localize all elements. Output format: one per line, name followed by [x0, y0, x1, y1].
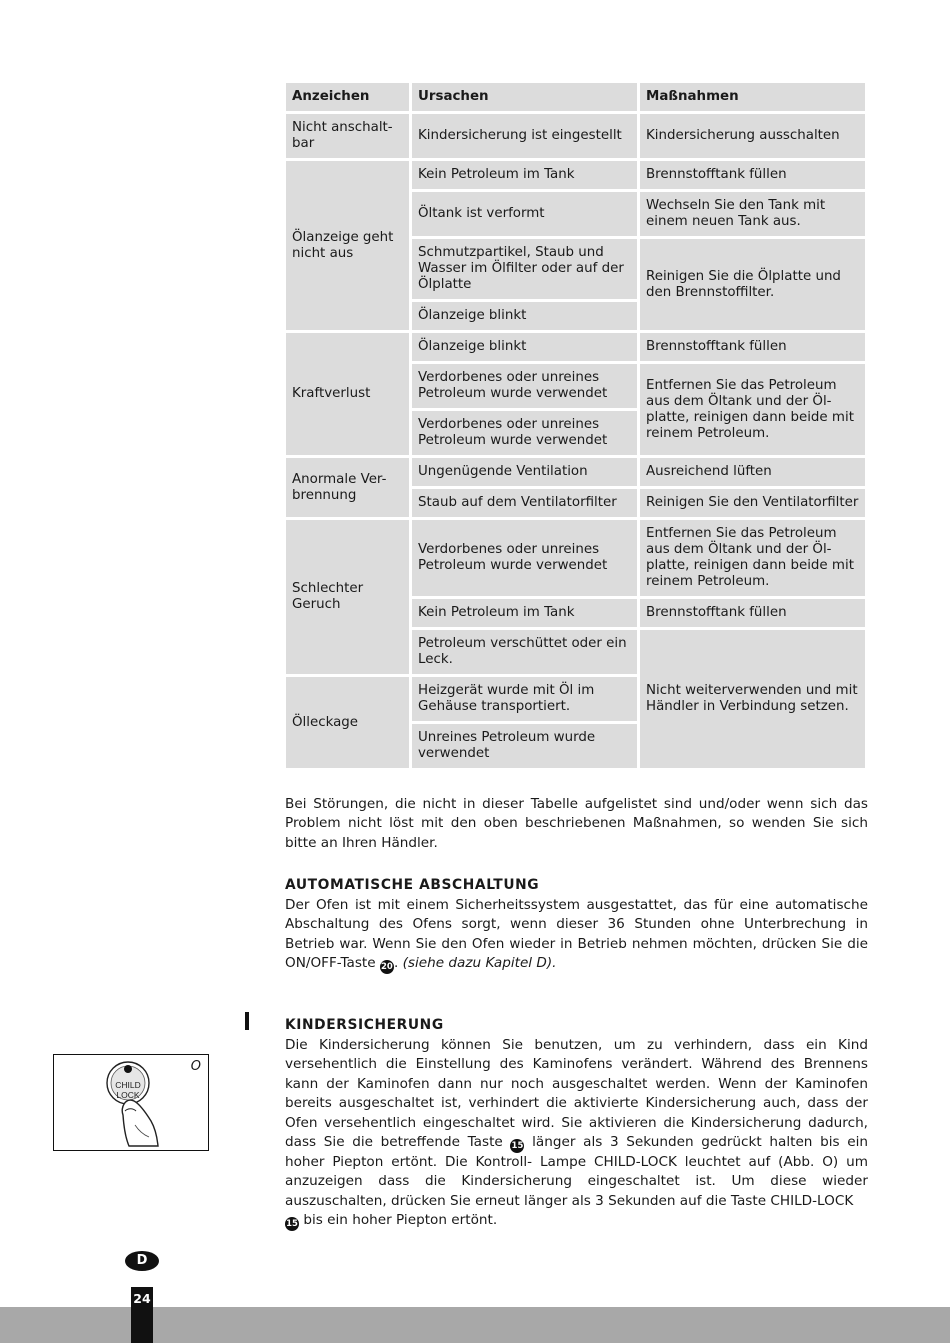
cause-cell: Heizgerät wurde mit Öl im Gehäuse transportiert.: [412, 677, 637, 721]
cause-cell: Verdorbenes oder unreines Petroleum wurde verwendet: [412, 520, 637, 596]
chapter-reference: (siehe dazu Kapitel D).: [402, 955, 557, 972]
cause-cell: Staub auf dem Ventilatorfilter: [412, 489, 637, 517]
symptom-cell: Ölleckage: [286, 677, 409, 768]
figure-letter: O: [190, 1059, 201, 1074]
finger-pressing-button-icon: [54, 1055, 210, 1152]
button-label-line-2: LOCK: [116, 1090, 140, 1100]
symptom-cell: Kraftverlust: [286, 333, 409, 455]
cause-cell: Petroleum verschüttet oder ein Leck.: [412, 630, 637, 674]
action-cell: Kindersicherung ausschalten: [640, 114, 865, 158]
language-badge: D: [125, 1251, 159, 1271]
cause-cell: Ölanzeige blinkt: [412, 302, 637, 330]
action-cell: Reinigen Sie den Ventilatorfilter: [640, 489, 865, 517]
symptom-cell: Nicht anschalt-bar: [286, 114, 409, 158]
auto-off-paragraph: [285, 896, 868, 974]
ref-number-badge: 15: [511, 1141, 524, 1152]
child-lock-heading: KINDERSICHERUNG: [285, 1017, 444, 1033]
cause-cell: Kein Petroleum im Tank: [412, 599, 637, 627]
action-cell: Brennstofftank füllen: [640, 333, 865, 361]
action-cell: Brennstofftank füllen: [640, 599, 865, 627]
header-symptom: Anzeichen: [286, 83, 409, 111]
table-row: [286, 458, 865, 486]
button-label-line-1: CHILD: [115, 1080, 141, 1090]
action-cell: Nicht weiterverwenden und mit Händler in Verbindung setzen.: [640, 630, 865, 768]
cause-cell: Ungenügende Ventilation: [412, 458, 637, 486]
table-row: [286, 520, 865, 596]
cause-cell: Schmutzpartikel, Staub und Wasser im Ölfilter oder auf der Ölplatte: [412, 239, 637, 299]
cause-cell: Verdorbenes oder unreines Petroleum wurde verwendet: [412, 411, 637, 455]
symptom-cell: Anormale Ver-brennung: [286, 458, 409, 517]
ref-number-badge: 15: [286, 1219, 298, 1230]
auto-off-text: Der Ofen ist mit einem Sicherheitssystem ausgestattet, das für eine automatische Abschaltung des Ofens sorgt, wenn dieser 36 Stunden ohne Unterbrechung in Betrieb war. Wenn Sie den Ofen wieder in Betrieb nehmen möchten, drücken Sie die ON/OFF-Taste: [285, 897, 868, 972]
auto-off-heading: AUTOMATISCHE ABSCHALTUNG: [285, 877, 540, 893]
action-cell: Wechseln Sie den Tank mit einem neuen Tank aus.: [640, 192, 865, 236]
child-lock-paragraph: [285, 1036, 868, 1231]
section-marker: [245, 1012, 249, 1030]
auto-off-text-after: .: [393, 955, 399, 972]
action-cell: Entfernen Sie das Petroleum aus dem Öltank und der Öl-platte, reinigen dann beide mit reinem Petroleum.: [640, 520, 865, 596]
intro-paragraph: Bei Störungen, die nicht in dieser Tabelle aufgelistet sind und/oder wenn sich das Problem nicht löst mit den oben beschriebenen Maßnahmen, so wenden Sie sich bitte an Ihren Händler.: [285, 796, 868, 851]
figure-o: [53, 1054, 209, 1151]
troubleshooting-table: [283, 80, 868, 771]
action-cell: Brennstofftank füllen: [640, 161, 865, 189]
cause-cell: Öltank ist verformt: [412, 192, 637, 236]
table-row: [286, 161, 865, 189]
child-lock-text-1: Die Kindersicherung können Sie benutzen, um zu verhindern, dass ein Kind versehentlich die Einstellung des Kaminofens verändert. Während des Brennens kann der Kaminofen dann nur noch ausgeschaltet werden. Wenn der Kaminofen bereits ausgeschaltet ist, verhindert die aktivierte Kindersicherung auch, dass der Ofen versehentlich eingeschaltet wird. Sie aktivieren die Kindersicherung dadurch, dass Sie die betreffende Taste: [285, 1037, 868, 1151]
cause-cell: Unreines Petroleum wurde verwendet: [412, 724, 637, 768]
header-cause: Ursachen: [412, 83, 637, 111]
table-row: [286, 114, 865, 158]
table-header-row: [286, 83, 865, 111]
symptom-cell: Ölanzeige geht nicht aus: [286, 161, 409, 330]
action-cell: Entfernen Sie das Petroleum aus dem Öltank und der Öl-platte, reinigen dann beide mit reinem Petroleum.: [640, 364, 865, 455]
cause-cell: Kein Petroleum im Tank: [412, 161, 637, 189]
cause-cell: Verdorbenes oder unreines Petroleum wurde verwendet: [412, 364, 637, 408]
cause-cell: Kindersicherung ist eingestellt: [412, 114, 637, 158]
child-lock-text-3: bis ein hoher Piepton ertönt.: [303, 1212, 498, 1229]
child-lock-text-2: länger als 3 Sekunden gedrückt halten bis ein hoher Piepton ertönt. Die Kontroll- Lampe CHILD-LOCK leuchtet auf (Abb. O) um anzuzeigen dass die Kindersicherung eingeschaltet ist. Um diese wieder auszuschalten, drücken Sie erneut länger als 3 Sekunden auf die Taste CHILD-LOCK: [285, 1134, 868, 1209]
symptom-cell: Schlechter Geruch: [286, 520, 409, 674]
ref-number-badge: 20: [381, 962, 393, 973]
cause-cell: Ölanzeige blinkt: [412, 333, 637, 361]
action-cell: Reinigen Sie die Ölplatte und den Brennstoffilter.: [640, 239, 865, 330]
table-row: [286, 333, 865, 361]
action-cell: Ausreichend lüften: [640, 458, 865, 486]
header-action: Maßnahmen: [640, 83, 865, 111]
page-number: 24: [133, 1291, 151, 1306]
